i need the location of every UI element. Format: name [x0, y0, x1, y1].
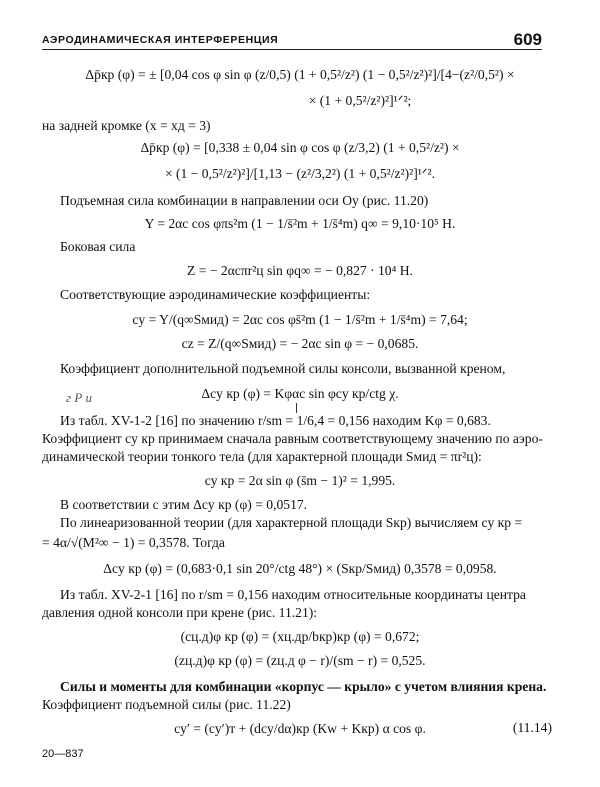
formula-line: (zц.д)φ кр (φ) = (zц.д φ − r)/(sm − r) = 0,525. — [174, 653, 426, 668]
formula-line: × (1 − 0,5²/z²)²]/[1,13 − (z²/3,2²) (1 + 0,5²/z²)²]¹ᐟ². — [164, 166, 436, 181]
formula-line: cz = Z/(q∞Sмид) = − 2αc sin φ = − 0,0685. — [181, 336, 419, 351]
text-line: давления одной консоли при крене (рис. 11.21): — [42, 605, 318, 620]
header-rule — [42, 49, 542, 50]
formula-line: (cц.д)φ кр (φ) = (xц.др/bкр)кр (φ) = 0,672; — [180, 629, 420, 644]
text-line: В соответствии с этим Δcy кр (φ) = 0,0517. — [60, 497, 308, 512]
running-title: АЭРОДИНАМИЧЕСКАЯ ИНТЕРФЕРЕНЦИЯ — [42, 34, 279, 46]
text-line: Боковая сила — [60, 239, 136, 254]
text-line: Коэффициент подъемной силы (рис. 11.22) — [42, 697, 291, 712]
formula-line: Y = 2αc cos φπs²m (1 − 1/s̄²m + 1/s̄⁴m) q∞ = 9,10·10⁵ Н. — [144, 216, 456, 231]
equation-number: (11.14) — [512, 720, 552, 735]
page-number: 609 — [513, 30, 542, 49]
formula-line: cy′ = (cy′)т + (dcy/dα)кр (Kw + Kкр) α cos φ. — [174, 721, 426, 736]
formula-line: Δcy кр (φ) = Kφαc sin φcy кр/ctg χ. — [201, 386, 399, 401]
formula-line: cy = Y/(q∞Sмид) = 2αc cos φs̄²m (1 − 1/s̄²m + 1/s̄⁴m) = 7,64; — [132, 312, 468, 327]
text-line: на задней кромке (x = xд = 3) — [42, 118, 211, 133]
text-line: По линеаризованной теории (для характерной площади Sкр) вычисляем cy кр = — [60, 515, 523, 530]
formula-line: cy кр = 2α sin φ (s̄m − 1)² = 1,995. — [204, 473, 396, 488]
formula-line: Δcy кр (φ) = (0,683·0,1 sin 20°/ctg 48°) × (Sкр/Sмид) 0,3578 = 0,0958. — [103, 561, 497, 576]
text-line: Из табл. XV-2-1 [16] по r/sm = 0,156 находим относительные координаты центра — [60, 587, 526, 602]
text-line: = 4α/√(M²∞ − 1) = 0,3578. Тогда — [42, 535, 225, 550]
formula-line: Δp̄кр (φ) = ± [0,04 cos φ sin φ (z/0,5) (1 + 0,5²/z²) (1 − 0,5²/z²)²]/[4−(z²/0,5²) × — [85, 67, 515, 82]
text-line: Из табл. XV-1-2 [16] по значению r/sm = 1/6,4 = 0,156 находим Kφ = 0,683. — [60, 413, 491, 428]
text-line: Соответствующие аэродинамические коэффициенты: — [60, 287, 371, 302]
text-line: Коэффициент дополнительной подъемной силы консоли, вызванной креном, — [60, 361, 506, 376]
section-heading: Силы и моменты для комбинации «корпус — крыло» с учетом влияния крена. — [60, 679, 547, 694]
formula-line: Z = − 2αcπr²ц sin φq∞ = − 0,827 · 10⁴ Н. — [187, 263, 413, 278]
handwritten-note: г Р и — [66, 390, 93, 405]
text-line: Подъемная сила комбинации в направлении оси Oy (рис. 11.20) — [60, 193, 429, 208]
formula-line: × (1 + 0,5²/z²)²]¹ᐟ²; — [308, 93, 412, 108]
text-line: динамической теории тонкого тела (для характерной площади Sмид = πr²ц): — [42, 449, 482, 464]
text-line: Коэффициент cy кр принимаем сначала равным соответствующему значению по аэро- — [42, 431, 543, 446]
signature-mark: 20—837 — [42, 748, 84, 760]
formula-line: Δp̄кр (φ) = [0,338 ± 0,04 sin φ cos φ (z/3,2) (1 + 0,5²/z²) × — [140, 140, 460, 155]
